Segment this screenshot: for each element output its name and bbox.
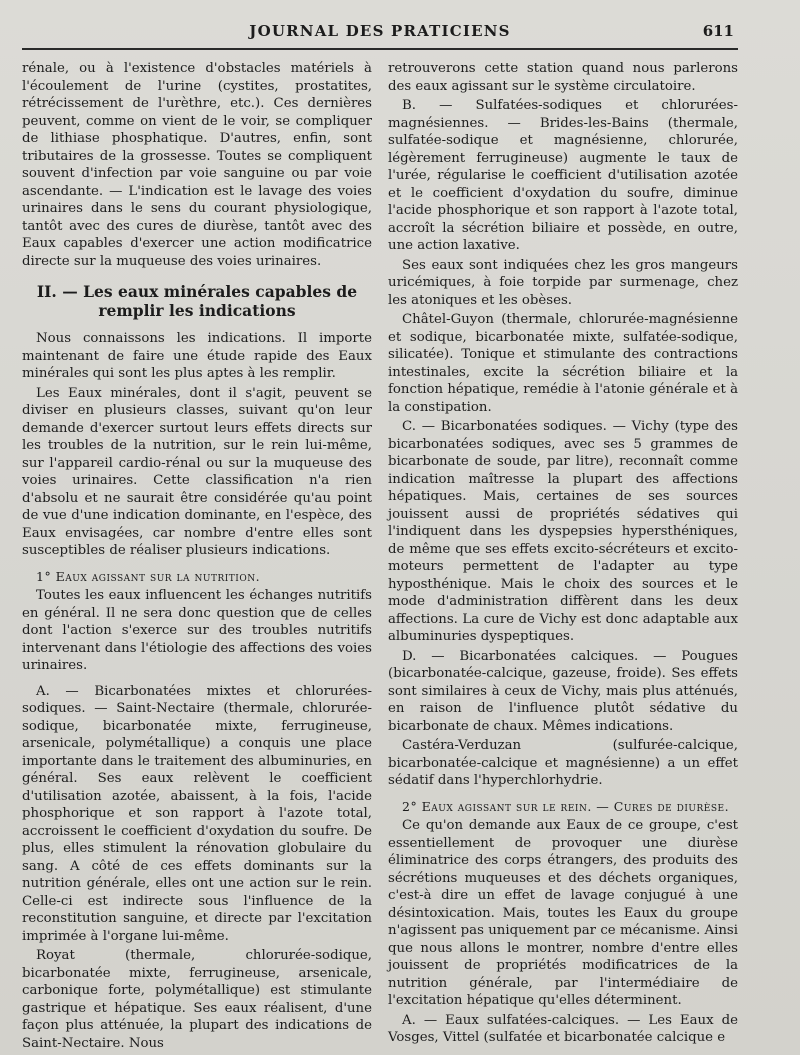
paragraph: Ce qu'on demande aux Eaux de ce groupe, c'est essentiellement de provoquer une diurèse éliminatrice des corps étrangers, des produits des sécrétions muqueuses et des déchets organiques, c'est-à dire un effet de lavage conjugué à une désintoxication. Mais, toutes les Eaux du groupe n'agissent pas uniquement par ce mécanisme. Ainsi que nous allons le montrer, nombre d'entre elles jouissent de propriétés modificatrices de la nutrition générale, par l'intermédiaire de l'excitation hépatique qu'elles déterminent. [388,818,738,1008]
paragraph: C. — Bicarbonatées sodiques. — Vichy (type des bicarbonatées sodiques, avec ses 5 grammes de bicarbonate de soude, par litre), reconnaît comme indication maîtresse la plupart des affections hépatiques. Mais, certaines de ses sources jouissent aussi de propriétés sédatives qui l'indiquent dans les dyspepsies hypersthéniques, de même que ses effets excito-sécréteurs et excito-moteurs permettent de l'adapter au type hyposthénique. Mais le choix des sources et le mode d'administration diffèrent dans les deux affections. La cure de Vichy est donc adaptable aux albuminuries dyspeptiques. [388,419,738,644]
paragraph: D. — Bicarbonatées calciques. — Pougues (bicarbonatée-calcique, gazeuse, froide). Ses effets sont similaires à ceux de Vichy, mais plus atténués, en raison de l'influence plutôt sédative du bicarbonate de chaux. Mêmes indications. [388,648,738,734]
paragraph: Ses eaux sont indiquées chez les gros mangeurs uricémiques, à foie torpide par surmenage, chez les atoniques et les obèses. [388,257,738,308]
paragraph: A. — Eaux sulfatées-calciques. — Les Eaux de Vosges, Vittel (sulfatée et bicarbonatée calcique e [388,1012,738,1045]
paragraph: B. — Sulfatées-sodiques et chlorurées-magnésiennes. — Brides-les-Bains (thermale, sulfatée-sodique et magnésienne, chlorurée, légèrement ferrugineuse) augmente le taux de l'urée, régularise le coefficient d'utilisation azotée et le coefficient d'oxydation du soufre, diminue l'acide phosphorique et son rapport à l'azote total, accroît la sécrétion biliaire et possède, en outre, une action laxative. [388,98,738,253]
paragraph: A. — Bicarbonatées mixtes et chlorurées-sodiques. — Saint-Nectaire (thermale, chlorurée-sodique, bicarbonatée mixte, ferrugineuse, arsenicale, polymétallique) a conquis une place importante dans le traitement des albuminuries, en général. Ses eaux relèvent le coefficient d'utilisation azotée, abaissent, à la fois, l'acide phosphorique et son rapport à l'azote total, accroissent le coefficient d'oxydation du soufre. De plus, elles stimulent la rénovation globulaire du sang. A côté de ces effets dominants sur la nutrition générale, elles ont une action sur le rein. Celle-ci est indirecte sous l'influence de la reconstitution sanguine, et directe par l'excitation imprimée à l'organe lui-même. [22,683,372,944]
paragraph: Castéra-Verduzan (sulfurée-calcique, bicarbonatée-calcique et magnésienne) a un effet sédatif dans l'hyperchlorhydrie. [388,738,738,788]
subsection-heading: 2° Eaux agissant sur le rein. — Cures de diurèse. [402,798,730,814]
section-heading: II. — Les eaux minérales capables de remplir les indications [36,282,358,320]
right-column [388,60,738,1049]
paragraph: rénale, ou à l'existence d'obstacles matériels à l'écoulement de l'urine (cystites, prostatites, rétrécissement de l'urèthre, etc.). Ces dernières peuvent, comme on vient de le voir, se compliquer de lithiase phosphatique. D'autres, enfin, sont tributaires de la grossesse. Toutes se compliquent souvent d'infection par voie sanguine ou par voie ascendante. — L'indication est le lavage des voies urinaires dans le sens du courant physiologique, tantôt avec des cures de diurèse, tantôt avec des Eaux capables d'exercer une action modificatrice directe sur la muqueuse des voies urinaires. [22,61,372,269]
paragraph: Nous connaissons les indications. Il importe maintenant de faire une étude rapide des Eaux minérales qui sont les plus aptes à les remplir. [22,331,372,381]
page-number: 611 [702,22,734,40]
paragraph: Royat (thermale, chlorurée-sodique, bicarbonatée mixte, ferrugineuse, arsenicale, carbonique forte, polymétallique) est stimulante gastrique et hépatique. Ses eaux réalisent, d'une façon plus atténuée, la plupart des indications de Saint-Nectaire. Nous [22,948,372,1051]
journal-title: JOURNAL DES PRATICIENS [249,22,511,40]
paragraph: Les Eaux minérales, dont il s'agit, peuvent se diviser en plusieurs classes, suivant qu'on leur demande d'exercer surtout leurs effets directs sur les troubles de la nutrition, sur le rein lui-même, sur l'appareil cardio-rénal ou sur la muqueuse des voies urinaires. Cette classification n'a rien d'absolu et ne saurait être considérée qu'au point de vue d'une indication dominante, en l'espèce, des Eaux envisagées, car nombre d'entre elles sont susceptibles de réaliser plusieurs indications. [22,385,372,558]
paragraph: Châtel-Guyon (thermale, chlorurée-magnésienne et sodique, bicarbonatée mixte, sulfatée-sodique, silicatée). Tonique et stimulante des contractions intestinales, excite la sécrétion biliaire et la fonction hépatique, remédie à l'atonie générale et à la constipation. [388,312,738,415]
subsection-heading: 1° Eaux agissant sur la nutrition. [36,568,261,584]
left-column [22,60,372,1054]
page-header [22,18,738,50]
paragraph: Toutes les eaux influencent les échanges nutritifs en général. Il ne sera donc question que de celles dont l'action s'exerce sur des troubles nutritifs intervenant dans l'étiologie des affections des voies urinaires. [22,588,372,673]
paragraph: retrouverons cette station quand nous parlerons des eaux agissant sur le système circulatoire. [388,61,738,94]
